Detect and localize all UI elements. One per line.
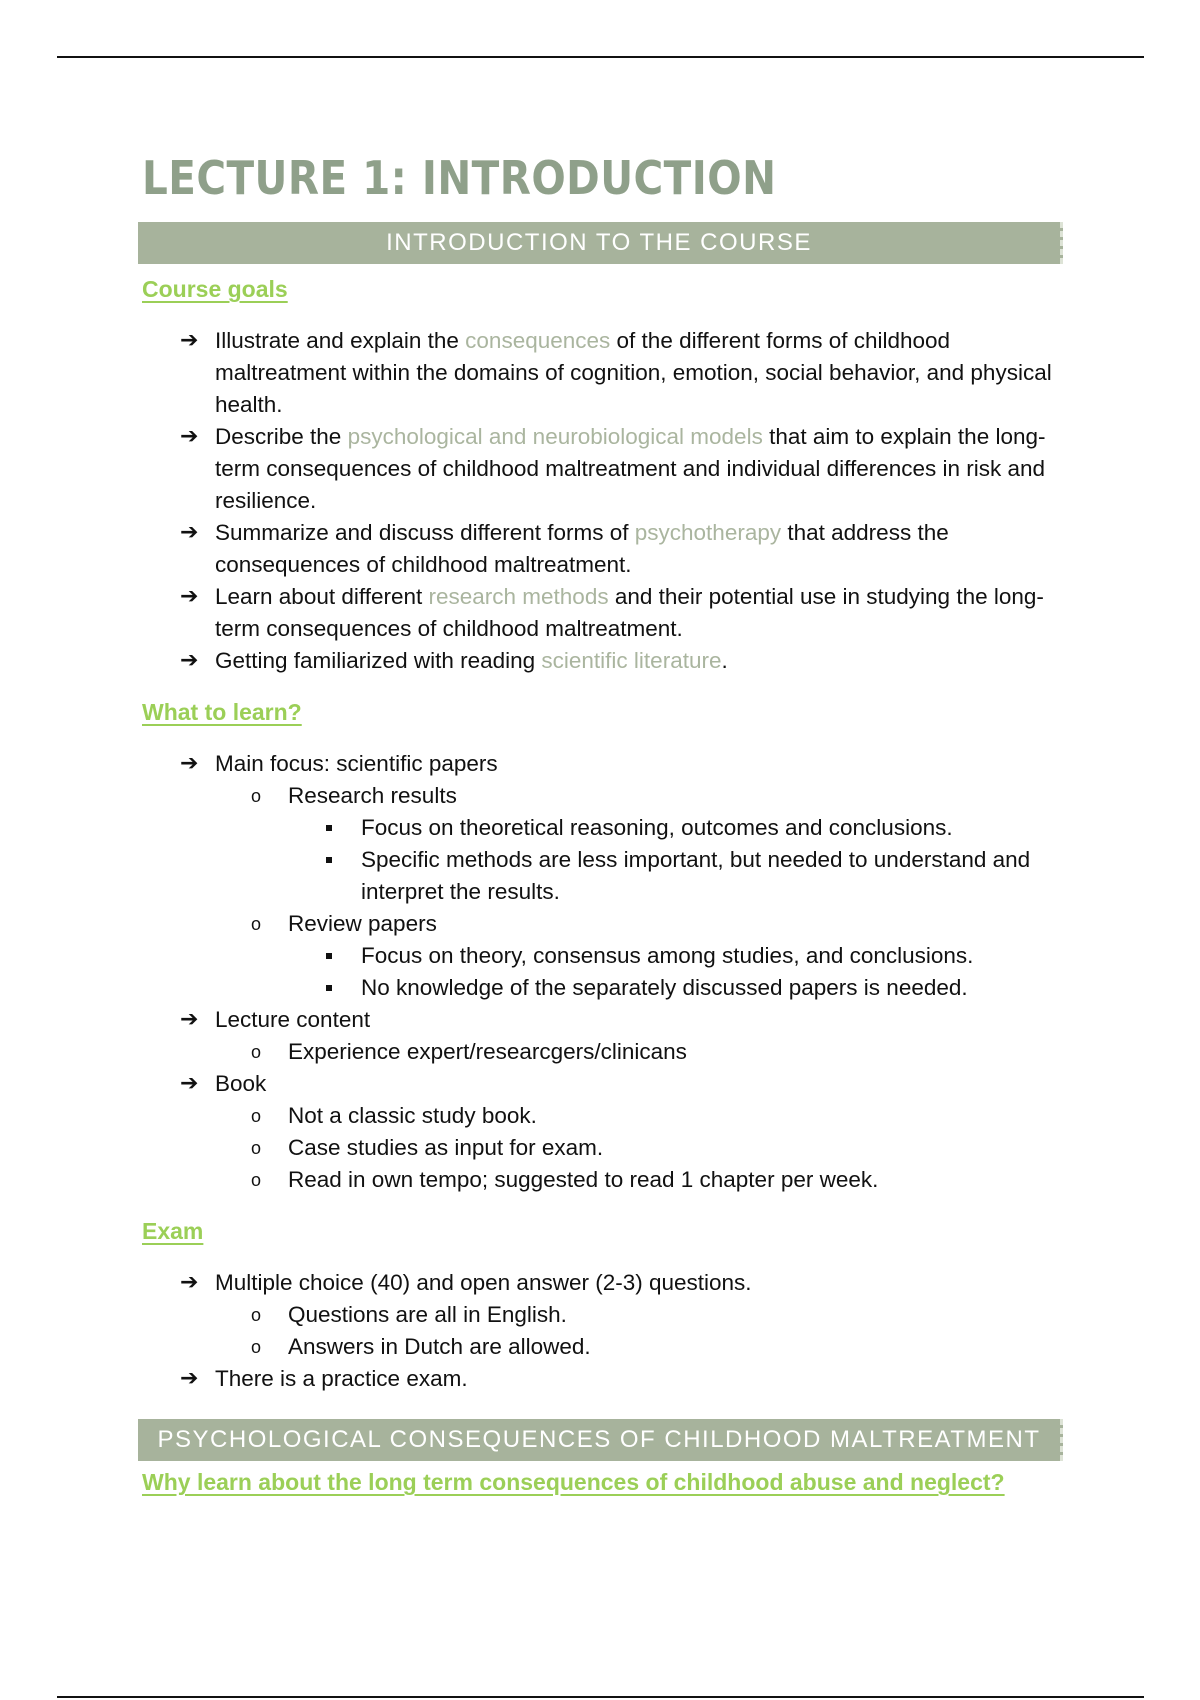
highlight-term: research methods (428, 584, 609, 609)
list-item: o Read in own tempo; suggested to read 1 chapter per week. (142, 1164, 1067, 1196)
list-item: ➔ Illustrate and explain the consequences of the different forms of childhood maltreatment within the domains of cognition, emotion, social behavior, and physical health. (142, 325, 1067, 421)
arrow-bullet-icon: ➔ (180, 584, 199, 609)
list-item: o Not a classic study book. (142, 1100, 1067, 1132)
list-item: ➔ Book o Not a classic study book. o Case studies as input for exam. o Read in own tempo; suggested to read 1 chapter per week. (142, 1068, 1067, 1196)
square-bullet-icon (326, 985, 332, 991)
heading-what-to-learn: What to learn? (142, 699, 302, 725)
list-item: ➔ Lecture content o Experience expert/researcgers/clinicans (142, 1004, 1067, 1068)
arrow-bullet-icon: ➔ (180, 1366, 199, 1391)
circle-bullet-icon: o (251, 1106, 262, 1126)
heading-why-learn: Why learn about the long term consequences of childhood abuse and neglect? (142, 1469, 1005, 1495)
exam-list (142, 1267, 1067, 1395)
circle-bullet-icon: o (251, 1305, 262, 1325)
course-goals-list (142, 325, 1067, 677)
sub-list (142, 1299, 1067, 1363)
circle-bullet-icon: o (251, 786, 262, 806)
list-item: o Case studies as input for exam. (142, 1132, 1067, 1164)
list-item: Focus on theory, consensus among studies, and conclusions. (142, 940, 1067, 972)
what-to-learn-list (142, 748, 1067, 1196)
document-page (142, 148, 1067, 1496)
sub-sub-list (142, 940, 1067, 1004)
list-item: Specific methods are less important, but needed to understand and interpret the results. (142, 844, 1067, 908)
sub-sub-list (142, 812, 1067, 908)
list-item: ➔ Learn about different research methods and their potential use in studying the long-term consequences of childhood maltreatment. (142, 581, 1067, 645)
highlight-term: scientific literature (541, 648, 722, 673)
arrow-bullet-icon: ➔ (180, 648, 199, 673)
circle-bullet-icon: o (251, 1337, 262, 1357)
list-item: ➔ Main focus: scientific papers o Research results Focus on theoretical reasoning, outcomes and conclusions. Specific methods are less important, but needed to understand and interpret the results. o Review papers Focus on theory, consensus among studies, and conclusions. No knowledge of the separately discussed papers is needed. (142, 748, 1067, 1004)
section-banner-course: INTRODUCTION TO THE COURSE (138, 222, 1063, 264)
list-item: ➔ There is a practice exam. (142, 1363, 1067, 1395)
top-rule (57, 56, 1144, 58)
circle-bullet-icon: o (251, 1170, 262, 1190)
list-item: ➔ Getting familiarized with reading scientific literature. (142, 645, 1067, 677)
arrow-bullet-icon: ➔ (180, 1071, 199, 1096)
highlight-term: psychotherapy (634, 520, 782, 545)
arrow-bullet-icon: ➔ (180, 751, 199, 776)
highlight-term: consequences (465, 328, 611, 353)
list-item: o Review papers Focus on theory, consensus among studies, and conclusions. No knowledge of the separately discussed papers is needed. (142, 908, 1067, 1004)
list-item: o Experience expert/researcgers/clinicans (142, 1036, 1067, 1068)
circle-bullet-icon: o (251, 914, 262, 934)
circle-bullet-icon: o (251, 1042, 262, 1062)
list-item: ➔ Multiple choice (40) and open answer (2-3) questions. o Questions are all in English. o Answers in Dutch are allowed. (142, 1267, 1067, 1363)
square-bullet-icon (326, 953, 332, 959)
page-title: LECTURE 1: INTRODUCTION (142, 151, 777, 205)
arrow-bullet-icon: ➔ (180, 520, 199, 545)
sub-list (142, 780, 1067, 1004)
section-banner-psychological: PSYCHOLOGICAL CONSEQUENCES OF CHILDHOOD MALTREATMENT (138, 1419, 1063, 1461)
list-item: ➔ Describe the psychological and neurobiological models that aim to explain the long-term consequences of childhood maltreatment and individual differences in risk and resilience. (142, 421, 1067, 517)
arrow-bullet-icon: ➔ (180, 328, 199, 353)
square-bullet-icon (326, 825, 332, 831)
list-item: o Answers in Dutch are allowed. (142, 1331, 1067, 1363)
square-bullet-icon (326, 857, 332, 863)
circle-bullet-icon: o (251, 1138, 262, 1158)
heading-course-goals: Course goals (142, 276, 288, 302)
sub-list (142, 1036, 1067, 1068)
arrow-bullet-icon: ➔ (180, 1270, 199, 1295)
sub-list (142, 1100, 1067, 1196)
list-item: ➔ Summarize and discuss different forms of psychotherapy that address the consequences of childhood maltreatment. (142, 517, 1067, 581)
heading-exam: Exam (142, 1218, 204, 1244)
list-item: Focus on theoretical reasoning, outcomes and conclusions. (142, 812, 1067, 844)
bottom-rule (57, 1696, 1144, 1698)
list-item: o Research results Focus on theoretical reasoning, outcomes and conclusions. Specific methods are less important, but needed to understand and interpret the results. (142, 780, 1067, 908)
arrow-bullet-icon: ➔ (180, 1007, 199, 1032)
list-item: No knowledge of the separately discussed papers is needed. (142, 972, 1067, 1004)
highlight-term: psychological and neurobiological models (347, 424, 763, 449)
arrow-bullet-icon: ➔ (180, 424, 199, 449)
list-item: o Questions are all in English. (142, 1299, 1067, 1331)
